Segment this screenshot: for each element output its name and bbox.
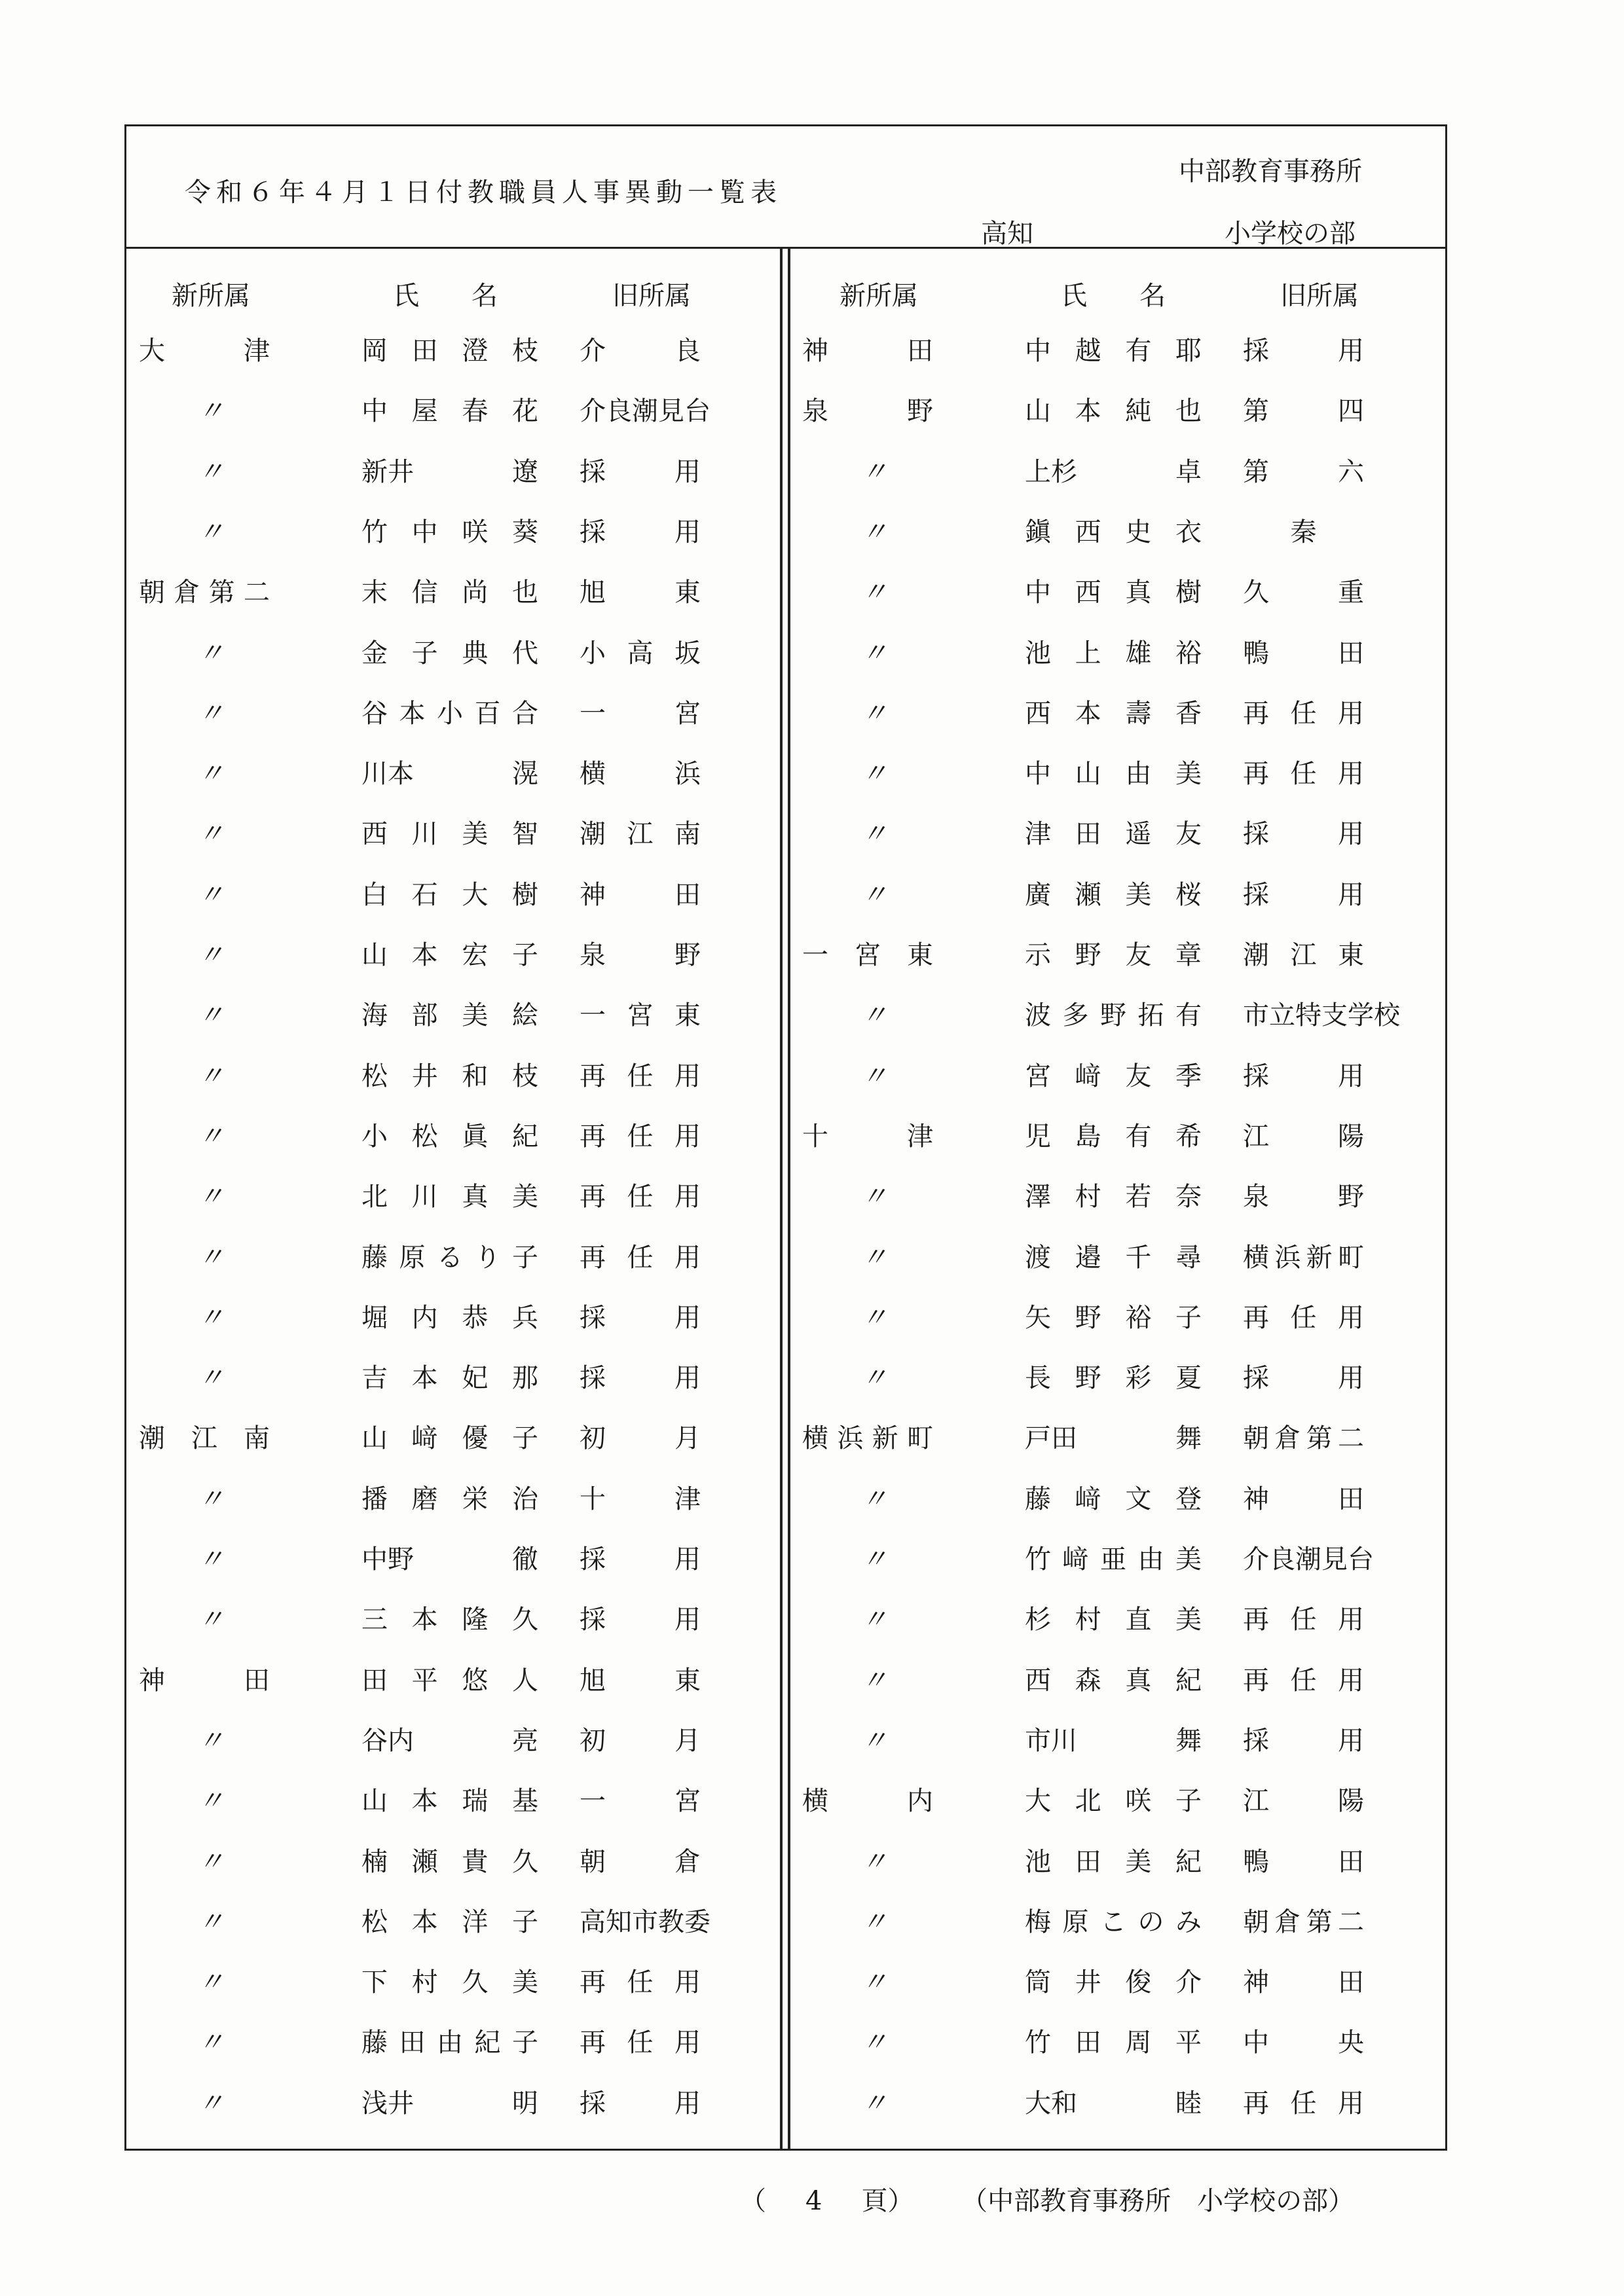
staff-name: 山 本 純 也 (1025, 396, 1202, 427)
table-row (802, 811, 1457, 858)
col-header-old: 旧所属 (1280, 281, 1359, 311)
new-affiliation: 〃 (861, 1725, 887, 1756)
new-affiliation: 〃 (861, 698, 887, 729)
page-label: 頁 (861, 2186, 888, 2216)
staff-name: 谷内 亮 (361, 1725, 538, 1756)
table-row (802, 750, 1457, 797)
new-affiliation: 〃 (198, 1967, 224, 1998)
old-affiliation: 江 陽 (1243, 1121, 1364, 1152)
table-row (802, 1959, 1457, 2006)
old-affiliation: 介良潮見台 (1243, 1544, 1374, 1575)
table-row (802, 448, 1457, 496)
staff-name: 吉 本 妃 那 (361, 1363, 538, 1394)
table-row (802, 1596, 1457, 1643)
old-affiliation: 再 任 用 (580, 1121, 701, 1152)
new-affiliation: 〃 (198, 1484, 224, 1514)
staff-name: 金 子 典 代 (361, 638, 538, 668)
old-affiliation: 高知市教委 (580, 1906, 710, 1937)
staff-name: 楠 瀬 貴 久 (361, 1846, 538, 1877)
new-affiliation: 〃 (198, 1725, 224, 1756)
new-affiliation: 〃 (198, 1786, 224, 1817)
old-affiliation: 第 四 (1243, 396, 1364, 427)
old-affiliation: 採 用 (580, 2088, 701, 2119)
old-affiliation: 朝 倉 (580, 1846, 701, 1877)
new-affiliation: 大 津 (139, 336, 270, 366)
table-row (802, 1355, 1457, 1402)
footer-open: （ (740, 2186, 766, 2216)
old-affiliation: 横 浜 新 町 (1243, 1242, 1364, 1273)
new-affiliation: 〃 (861, 1061, 887, 1091)
new-affiliation: 〃 (861, 819, 887, 850)
staff-name: 杉 村 直 美 (1025, 1605, 1202, 1635)
old-affiliation: 小 高 坂 (580, 638, 701, 668)
footer-note: （中部教育事務所 小学校の部） (961, 2186, 1355, 2216)
table-row (802, 1536, 1457, 1583)
old-affiliation: 秦 (1290, 517, 1317, 547)
staff-name: 竹 中 咲 葵 (361, 517, 538, 547)
table-row (802, 1113, 1457, 1160)
staff-name: 長 野 彩 夏 (1025, 1363, 1202, 1394)
table-row (802, 1717, 1457, 1764)
table-row (802, 1777, 1457, 1825)
old-affiliation: 初 月 (580, 1725, 701, 1756)
page-footer (740, 2180, 1354, 2217)
new-affiliation: 〃 (861, 1302, 887, 1333)
staff-name: 末 信 尚 也 (361, 577, 538, 608)
new-affiliation: 〃 (861, 577, 887, 608)
staff-name: 示 野 友 章 (1025, 940, 1202, 970)
old-affiliation: 採 用 (580, 1605, 701, 1635)
new-affiliation: 〃 (861, 1000, 887, 1031)
table-row (802, 2019, 1457, 2066)
staff-name: 谷 本 小 百 合 (361, 698, 538, 729)
old-affiliation: 再 任 用 (580, 1242, 701, 1273)
table-row (802, 1173, 1457, 1220)
staff-name: 渡 邉 千 尋 (1025, 1242, 1202, 1273)
old-affiliation: 採 用 (1243, 819, 1364, 850)
staff-name: 宮 﨑 友 季 (1025, 1061, 1202, 1091)
page-number: 4 (805, 2186, 822, 2216)
old-affiliation: 採 用 (580, 1302, 701, 1333)
new-affiliation: 〃 (861, 1363, 887, 1394)
new-affiliation: 〃 (861, 2088, 887, 2119)
old-affiliation: 再 任 用 (1243, 1665, 1364, 1696)
old-affiliation: 鴨 田 (1243, 1846, 1364, 1877)
old-affiliation: 神 田 (580, 879, 701, 910)
table-row (802, 569, 1457, 616)
new-affiliation: 〃 (861, 879, 887, 910)
staff-name: 中 山 由 美 (1025, 759, 1202, 790)
old-affiliation: 潮 江 南 (580, 819, 701, 850)
staff-name: 北 川 真 美 (361, 1182, 538, 1212)
old-affiliation: 採 用 (580, 456, 701, 487)
new-affiliation: 〃 (861, 1484, 887, 1514)
new-affiliation: 〃 (861, 1182, 887, 1212)
old-affiliation: 旭 東 (580, 577, 701, 608)
old-affiliation: 初 月 (580, 1423, 701, 1454)
table-row (802, 1053, 1457, 1100)
old-affiliation: 神 田 (1243, 1484, 1364, 1514)
old-affiliation: 介良潮見台 (580, 396, 710, 427)
staff-name: 山 本 瑞 基 (361, 1786, 538, 1817)
new-affiliation: 十 津 (802, 1121, 933, 1152)
staff-name: 西 森 真 紀 (1025, 1665, 1202, 1696)
staff-name: 矢 野 裕 子 (1025, 1302, 1202, 1333)
staff-name: 梅 原 こ の み (1025, 1906, 1202, 1937)
new-affiliation: 〃 (198, 940, 224, 970)
table-row (802, 509, 1457, 556)
document-title: 令和６年４月１日付教職員人事異動一覧表 (185, 177, 782, 208)
office-name: 中部教育事務所 (1179, 156, 1362, 187)
staff-name: 中野 徹 (361, 1544, 538, 1575)
staff-name: 西 本 壽 香 (1025, 698, 1202, 729)
staff-name: 松 本 洋 子 (361, 1906, 538, 1937)
table-row (802, 932, 1457, 979)
new-affiliation: 〃 (198, 456, 224, 487)
table-row (802, 1415, 1457, 1462)
old-affiliation: 採 用 (1243, 1061, 1364, 1091)
staff-name: 澤 村 若 奈 (1025, 1182, 1202, 1212)
old-affiliation: 中 央 (1243, 2028, 1364, 2058)
staff-name: 下 村 久 美 (361, 1967, 538, 1998)
staff-name: 新井 遼 (361, 456, 538, 487)
staff-name: 川本 滉 (361, 759, 538, 790)
new-affiliation: 〃 (861, 759, 887, 790)
old-affiliation: 江 陽 (1243, 1786, 1364, 1817)
table-row (802, 1838, 1457, 1886)
table-row (802, 992, 1457, 1039)
new-affiliation: 神 田 (139, 1665, 270, 1696)
new-affiliation: 〃 (198, 2028, 224, 2058)
staff-name: 竹 﨑 亜 由 美 (1025, 1544, 1202, 1575)
region-label: 高知 (981, 219, 1033, 249)
new-affiliation: 〃 (198, 1121, 224, 1152)
table-row (802, 1294, 1457, 1341)
new-affiliation: 〃 (198, 1302, 224, 1333)
old-affiliation: 一 宮 東 (580, 1000, 701, 1031)
staff-name: 戸田 舞 (1025, 1423, 1202, 1454)
staff-name: 山 本 宏 子 (361, 940, 538, 970)
old-affiliation: 朝 倉 第 二 (1243, 1906, 1364, 1937)
old-affiliation: 再 任 用 (580, 1182, 701, 1212)
staff-name: 池 田 美 紀 (1025, 1846, 1202, 1877)
section-label: 小学校の部 (1225, 219, 1356, 249)
staff-name: 西 川 美 智 (361, 819, 538, 850)
new-affiliation: 〃 (861, 1544, 887, 1575)
new-affiliation: 〃 (861, 2028, 887, 2058)
old-affiliation: 再 任 用 (580, 2028, 701, 2058)
new-affiliation: 〃 (861, 1967, 887, 1998)
new-affiliation: 〃 (861, 1846, 887, 1877)
old-affiliation: 十 津 (580, 1484, 701, 1514)
staff-name: 海 部 美 絵 (361, 1000, 538, 1031)
table-row (802, 1657, 1457, 1704)
new-affiliation: 潮 江 南 (139, 1423, 270, 1454)
staff-name: 藤 田 由 紀 子 (361, 2028, 538, 2058)
old-affiliation: 横 浜 (580, 759, 701, 790)
new-affiliation: 〃 (861, 1605, 887, 1635)
col-header-new: 新所属 (840, 281, 918, 311)
old-affiliation: 採 用 (1243, 336, 1364, 366)
old-affiliation: 採 用 (580, 1544, 701, 1575)
old-affiliation: 第 六 (1243, 456, 1364, 487)
new-affiliation: 〃 (198, 819, 224, 850)
staff-name: 田 平 悠 人 (361, 1665, 538, 1696)
staff-name: 池 上 雄 裕 (1025, 638, 1202, 668)
staff-name: 大和 睦 (1025, 2088, 1202, 2119)
new-affiliation: 〃 (198, 879, 224, 910)
staff-name: 山 﨑 優 子 (361, 1423, 538, 1454)
new-affiliation: 〃 (198, 1242, 224, 1273)
staff-name: 鎭 西 史 衣 (1025, 517, 1202, 547)
staff-name: 筒 井 俊 介 (1025, 1967, 1202, 1998)
old-affiliation: 再 任 用 (580, 1061, 701, 1091)
staff-name: 藤 﨑 文 登 (1025, 1484, 1202, 1514)
staff-name: 岡 田 澄 枝 (361, 336, 538, 366)
old-affiliation: 採 用 (1243, 1363, 1364, 1394)
new-affiliation: 〃 (198, 1182, 224, 1212)
staff-name: 白 石 大 樹 (361, 879, 538, 910)
table-row (802, 1476, 1457, 1523)
staff-name: 藤 原 る り 子 (361, 1242, 538, 1273)
staff-name: 浅井 明 (361, 2088, 538, 2119)
col-header-name: 氏 名 (1061, 281, 1166, 311)
new-affiliation: 神 田 (802, 336, 933, 366)
staff-name: 中 越 有 耶 (1025, 336, 1202, 366)
new-affiliation: 〃 (861, 1665, 887, 1696)
table-row (802, 388, 1457, 435)
staff-name: 上杉 卓 (1025, 456, 1202, 487)
new-affiliation: 〃 (861, 1906, 887, 1937)
staff-name: 竹 田 周 平 (1025, 2028, 1202, 2058)
col-header-old: 旧所属 (612, 281, 691, 311)
new-affiliation: 〃 (861, 517, 887, 547)
staff-name: 中 屋 春 花 (361, 396, 538, 427)
new-affiliation: 一 宮 東 (802, 940, 933, 970)
old-affiliation: 介 良 (580, 336, 701, 366)
old-affiliation: 旭 東 (580, 1665, 701, 1696)
old-affiliation: 久 重 (1243, 577, 1364, 608)
staff-name: 市川 舞 (1025, 1725, 1202, 1756)
staff-name: 松 井 和 枝 (361, 1061, 538, 1091)
staff-name: 廣 瀬 美 桜 (1025, 879, 1202, 910)
new-affiliation: 朝 倉 第 二 (139, 577, 270, 608)
new-affiliation: 横 浜 新 町 (802, 1423, 933, 1454)
new-affiliation: 横 内 (802, 1786, 933, 1817)
old-affiliation: 鴨 田 (1243, 638, 1364, 668)
table-row (802, 1234, 1457, 1281)
new-affiliation: 〃 (198, 2088, 224, 2119)
staff-name: 津 田 遥 友 (1025, 819, 1202, 850)
old-affiliation: 再 任 用 (1243, 2088, 1364, 2119)
old-affiliation: 再 任 用 (1243, 1302, 1364, 1333)
new-affiliation: 泉 野 (802, 396, 933, 427)
table-row (802, 690, 1457, 737)
old-affiliation: 再 任 用 (580, 1967, 701, 1998)
old-affiliation: 市立特支学校 (1243, 1000, 1400, 1031)
old-affiliation: 一 宮 (580, 698, 701, 729)
old-affiliation: 再 任 用 (1243, 698, 1364, 729)
old-affiliation: 泉 野 (1243, 1182, 1364, 1212)
old-affiliation: 再 任 用 (1243, 1605, 1364, 1635)
new-affiliation: 〃 (198, 698, 224, 729)
new-affiliation: 〃 (198, 1544, 224, 1575)
staff-name: 中 西 真 樹 (1025, 577, 1202, 608)
col-header-new: 新所属 (172, 281, 250, 311)
staff-name: 大 北 咲 子 (1025, 1786, 1202, 1817)
table-row (802, 1899, 1457, 1946)
new-affiliation: 〃 (198, 1061, 224, 1091)
new-affiliation: 〃 (198, 759, 224, 790)
new-affiliation: 〃 (198, 1363, 224, 1394)
old-affiliation: 一 宮 (580, 1786, 701, 1817)
new-affiliation: 〃 (861, 638, 887, 668)
new-affiliation: 〃 (198, 1846, 224, 1877)
new-affiliation: 〃 (198, 1000, 224, 1031)
old-affiliation: 泉 野 (580, 940, 701, 970)
new-affiliation: 〃 (198, 517, 224, 547)
old-affiliation: 神 田 (1243, 1967, 1364, 1998)
old-affiliation: 潮 江 東 (1243, 940, 1364, 970)
new-affiliation: 〃 (198, 638, 224, 668)
table-row (802, 871, 1457, 919)
new-affiliation: 〃 (198, 1605, 224, 1635)
table-row (802, 327, 1457, 374)
staff-name: 堀 内 恭 兵 (361, 1302, 538, 1333)
old-affiliation: 再 任 用 (1243, 759, 1364, 790)
staff-name: 三 本 隆 久 (361, 1605, 538, 1635)
new-affiliation: 〃 (198, 1906, 224, 1937)
col-header-name: 氏 名 (393, 281, 498, 311)
old-affiliation: 朝 倉 第 二 (1243, 1423, 1364, 1454)
old-affiliation: 採 用 (580, 517, 701, 547)
footer-close: ） (887, 2186, 914, 2216)
staff-name: 波 多 野 拓 有 (1025, 1000, 1202, 1031)
staff-name: 児 島 有 希 (1025, 1121, 1202, 1152)
table-row (802, 630, 1457, 677)
old-affiliation: 採 用 (580, 1363, 701, 1394)
new-affiliation: 〃 (861, 456, 887, 487)
table-row (802, 2080, 1457, 2127)
new-affiliation: 〃 (198, 396, 224, 427)
staff-name: 播 磨 栄 治 (361, 1484, 538, 1514)
old-affiliation: 採 用 (1243, 1725, 1364, 1756)
new-affiliation: 〃 (861, 1242, 887, 1273)
staff-name: 小 松 眞 紀 (361, 1121, 538, 1152)
old-affiliation: 採 用 (1243, 879, 1364, 910)
